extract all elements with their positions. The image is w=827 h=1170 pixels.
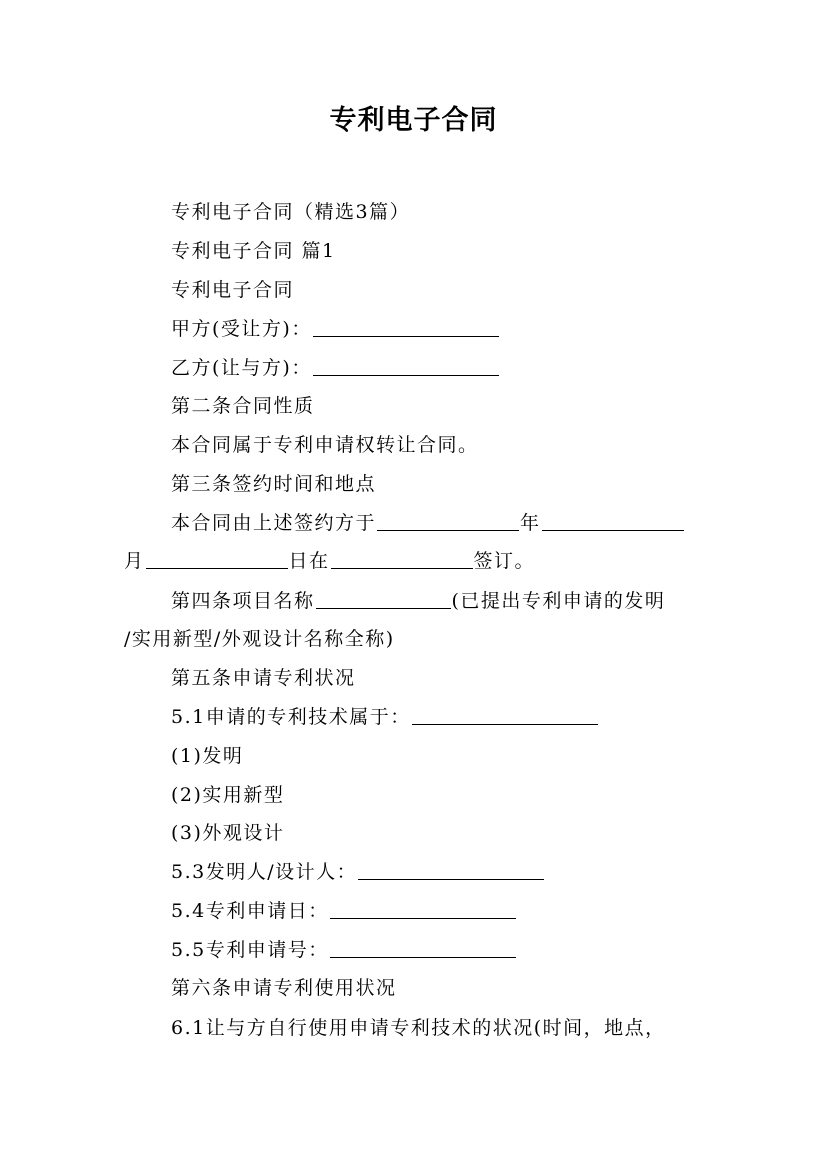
line-5-1 [171,704,731,730]
line-article-5: 第五条申请专利状况 [171,667,356,689]
project-name-label: 第四条项目名称 [171,590,315,612]
project-name-blank [316,590,451,609]
tech-type-label: 5.1申请的专利技术属于： [171,706,411,728]
day-place-label: 日在 [288,550,330,572]
line-option-2: (2)实用新型 [171,784,285,806]
party-a-blank [313,318,499,337]
inventor-blank [358,861,544,880]
place-blank [331,550,473,569]
filing-date-blank [330,900,516,919]
line-article-3: 第三条签约时间和地点 [171,473,377,495]
signed-label: 签订。 [473,550,536,572]
month-label: 月 [124,550,145,572]
line-contract-title: 专利电子合同 [171,279,295,301]
line-article-2-text: 本合同属于专利申请权转让合同。 [171,434,479,456]
year-label: 年 [520,512,541,534]
line-party-a [171,316,731,342]
line-article-2: 第二条合同性质 [171,395,315,417]
application-no-label: 5.5专利申请号： [171,939,329,961]
month-blank [542,512,684,531]
line-party-b [171,355,731,381]
party-a-label: 甲方(受让方)： [171,318,312,340]
line-article-4 [171,588,731,614]
line-5-4 [171,898,731,924]
application-no-blank [330,939,516,958]
line-option-1: (1)发明 [171,745,244,767]
document-title: 专利电子合同 [329,105,498,136]
day-blank [146,550,288,569]
line-heading-part: 专利电子合同 篇1 [171,240,336,262]
line-option-3: (3)外观设计 [171,822,285,844]
filing-date-label: 5.4专利申请日： [171,900,329,922]
signing-text: 本合同由上述签约方于 [171,512,377,534]
tech-type-blank [412,706,598,725]
line-article-4-cont: /实用新型/外观设计名称全称) [124,628,395,650]
line-signing-date [171,510,731,536]
line-article-6: 第六条申请专利使用状况 [171,977,397,999]
project-name-note: (已提出专利申请的发明 [451,590,666,612]
line-5-3 [171,859,731,885]
party-b-label: 乙方(让与方)： [171,357,312,379]
line-signing-place [124,548,684,574]
inventor-label: 5.3发明人/设计人： [171,861,358,883]
line-6-1: 6.1让与方自行使用申请专利技术的状况(时间，地点， [171,1017,666,1039]
line-5-5 [171,937,731,963]
party-b-blank [313,357,499,376]
year-blank [377,512,519,531]
line-heading-collection: 专利电子合同（精选3篇） [171,201,411,223]
